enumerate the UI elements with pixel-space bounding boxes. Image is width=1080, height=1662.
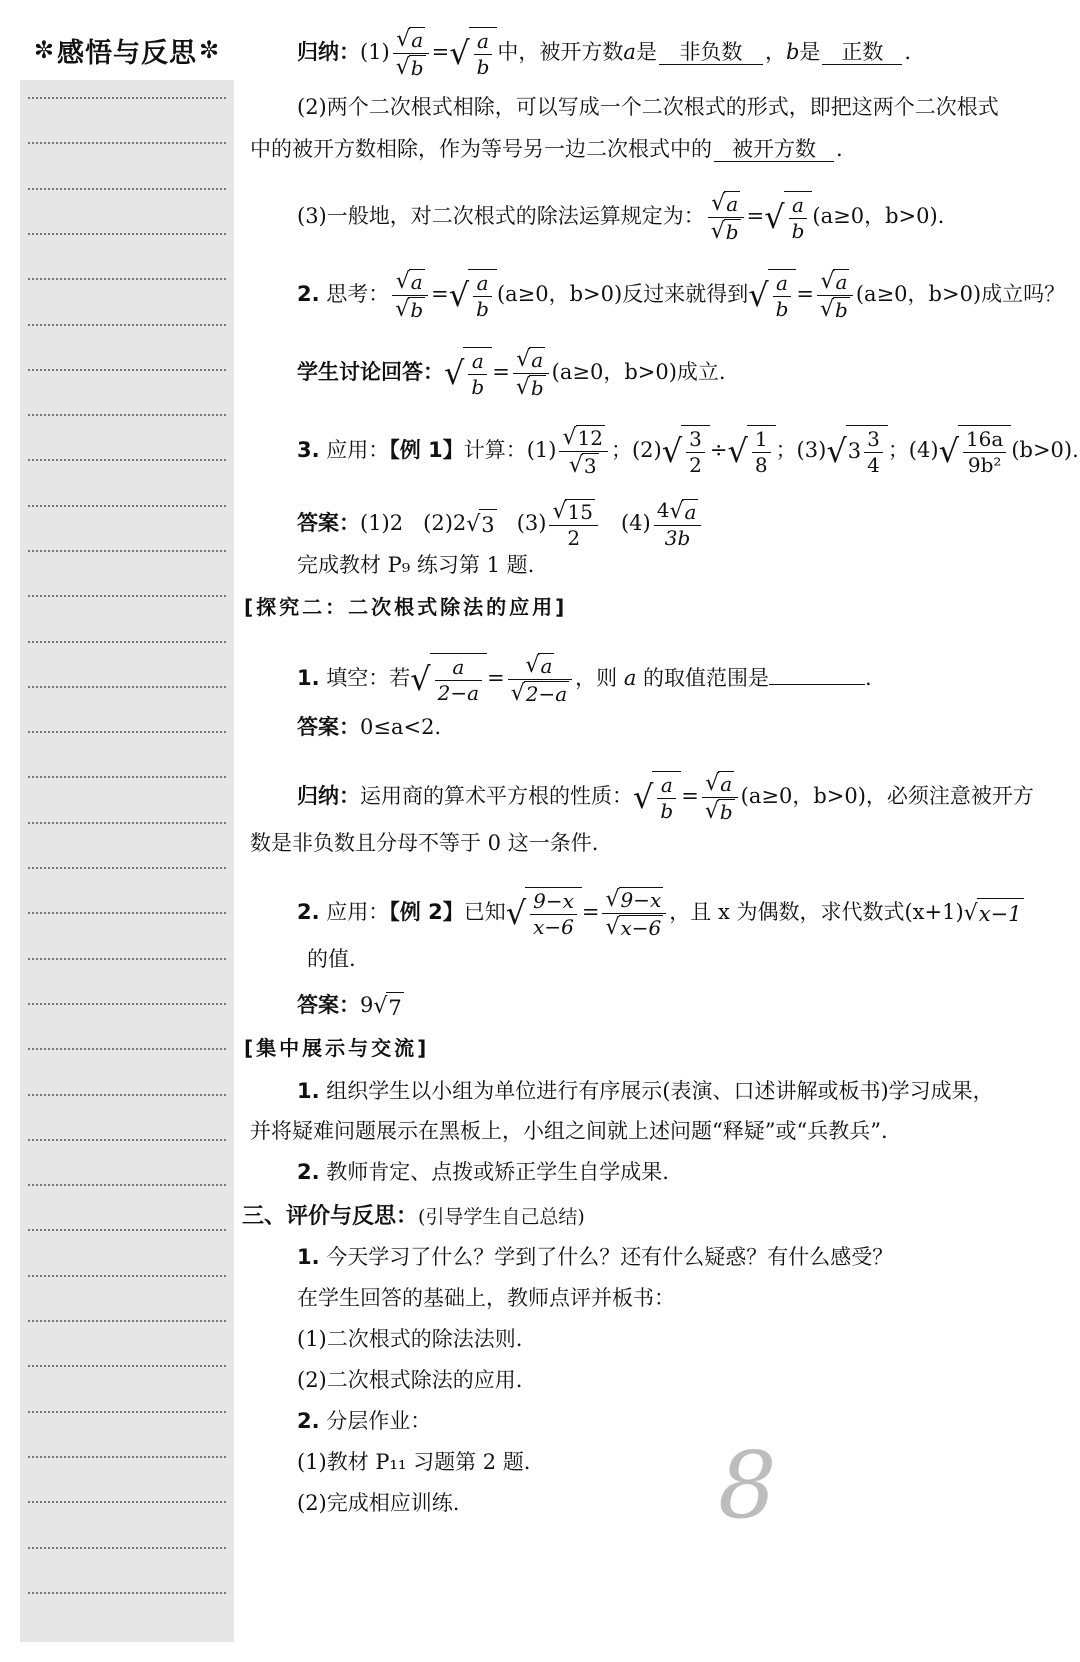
writing-line (28, 776, 226, 778)
think-question: 2. 思考： $\frac{√a}{√b}$ =√ $\frac{a}{b}$ (a≥0，b>0)反过来就得到√ $\frac{a}{b}$ = $\frac{√a}{√b}$ (a≥0，b>0)成立吗？ (297, 268, 1066, 322)
writing-line (28, 1365, 226, 1367)
show-item-1-line2: 并将疑难问题展示在黑板上，小组之间就上述问题“释疑”或“兵教兵”. (250, 1119, 888, 1143)
evaluation-line4: (2)二次根式除法的应用. (297, 1368, 523, 1392)
evaluation-heading: 三、评价与反思：(引导学生自己总结) (242, 1204, 585, 1229)
answer-3: 答案：9√7 (297, 990, 404, 1023)
writing-line (28, 595, 226, 597)
evaluation-line3: (1)二次根式的除法法则. (297, 1327, 523, 1351)
writing-line (28, 1411, 226, 1413)
main-content (242, 0, 1079, 1662)
induction-3: 归纳：运用商的算术平方根的性质：√ $\frac{a}{b}$ = $\frac{√a}{√b}$ (a≥0，b>0)，必须注意被开方 (297, 770, 1034, 824)
writing-line (28, 1003, 226, 1005)
page-number: 8 (718, 1432, 777, 1539)
item-number: (1) (360, 39, 390, 64)
homework-1: (1)教材 P₁₁ 习题第 2 题. (297, 1450, 531, 1474)
homework-2: (2)完成相应训练. (297, 1491, 460, 1515)
writing-line (28, 188, 226, 190)
answer-fill: 非负数 (659, 40, 763, 65)
example-1: 3. 应用：【例 1】计算：(1) $\frac{√12}{√3}$ ；(2)√ $\frac{3}{2}$ ÷√ $\frac{1}{8}$ ；(3)√3 $\frac{3}{4}$ ；(4)√ $\frac{16a}{\text{9b²}}$ (b>0). (297, 424, 1079, 478)
fraction: $\frac{√a}{√b}$ (393, 26, 429, 81)
induction-2-line2: 中的被开方数相除，作为等号另一边二次根式中的 被开方数 . (250, 137, 843, 161)
writing-line (28, 97, 226, 99)
evaluation-line2: 在学生回答的基础上，教师点评并板书： (297, 1286, 675, 1310)
reflection-sidebar (20, 20, 234, 1642)
example-2: 2. 应用：【例 2】已知√ $\frac{9-x}{x-6}$ = $\frac{√9-x}{√x-6}$ ，且 x 为偶数，求代数式(x+1)√x−1 (297, 886, 1022, 940)
writing-line (28, 414, 226, 416)
show-item-2: 2. 教师肯定、点拨或矫正学生自学成果. (297, 1160, 669, 1184)
writing-line (28, 1456, 226, 1458)
example-2-line2: 的值. (307, 947, 356, 971)
answer-1: 答案：(1)2 (2)2√3 (3) $\frac{√15}{2}$ (4) $\frac{4√a}{3b}$ (297, 498, 704, 551)
writing-line (28, 1184, 226, 1186)
fill-question: 1. 填空：若√ $\frac{a}{2-a}$ = $\frac{√a}{√2-a}$ ，则 a 的取值范围是 . (297, 652, 872, 706)
answer-fill: 被开方数 (714, 137, 834, 162)
writing-line (28, 324, 226, 326)
section-title-show: [集中展示与交流] (244, 1036, 430, 1060)
writing-line (28, 1229, 226, 1231)
text: 中，被开方数 (497, 39, 624, 64)
answer-fill: 正数 (822, 40, 902, 65)
student-answer: 学生讨论回答：√ $\frac{a}{b}$ = $\frac{√a}{√b}$ (a≥0，b>0)成立. (297, 346, 726, 400)
answer-2: 答案：0≤a<2. (297, 715, 442, 739)
label: 归纳： (297, 39, 360, 64)
writing-line (28, 550, 226, 552)
task-1: 完成教材 P₉ 练习第 1 题. (297, 553, 535, 577)
writing-line (28, 1547, 226, 1549)
writing-line (28, 1592, 226, 1594)
writing-line (28, 278, 226, 280)
writing-line (28, 958, 226, 960)
flower-icon: ✼ (199, 36, 221, 64)
writing-line (28, 867, 226, 869)
writing-line (28, 731, 226, 733)
division-rule: (3)一般地，对二次根式的除法运算规定为： $\frac{√a}{√b}$ =√ $\frac{a}{b}$ (a≥0，b>0). (297, 190, 945, 244)
radical: √ $\frac{a}{b}$ (449, 27, 497, 80)
writing-line (28, 1139, 226, 1141)
writing-line (28, 505, 226, 507)
sidebar-title-text: 感悟与反思 (57, 37, 197, 69)
writing-line (28, 142, 226, 144)
writing-line (28, 369, 226, 371)
evaluation-question: 1. 今天学习了什么？学到了什么？还有什么疑惑？有什么感受？ (297, 1245, 894, 1269)
induction-3-line2: 数是非负数且分母不等于 0 这一条件. (250, 831, 599, 855)
writing-line (28, 1501, 226, 1503)
induction-1: 归纳：(1) $\frac{√a}{√b}$ =√ $\frac{a}{b}$ 中，被开方数a是 非负数 ，b是 正数 . (297, 26, 912, 80)
writing-line (28, 1094, 226, 1096)
writing-line (28, 641, 226, 643)
induction-2-line1: (2)两个二次根式相除，可以写成一个二次根式的形式，即把这两个二次根式 (297, 95, 999, 119)
flower-icon: ✼ (33, 36, 55, 64)
writing-line (28, 1048, 226, 1050)
writing-line (28, 1320, 226, 1322)
blank-line (769, 662, 865, 685)
writing-line (28, 1275, 226, 1277)
show-item-1: 1. 组织学生以小组为单位进行有序展示(表演、口述讲解或板书)学习成果， (297, 1079, 994, 1103)
writing-line (28, 822, 226, 824)
homework-heading: 2. 分层作业： (297, 1409, 432, 1433)
writing-line (28, 459, 226, 461)
sidebar-title (20, 20, 234, 80)
section-title-explore-2: [探究二：二次根式除法的应用] (244, 595, 568, 619)
writing-line (28, 912, 226, 914)
writing-line (28, 686, 226, 688)
writing-line (28, 233, 226, 235)
